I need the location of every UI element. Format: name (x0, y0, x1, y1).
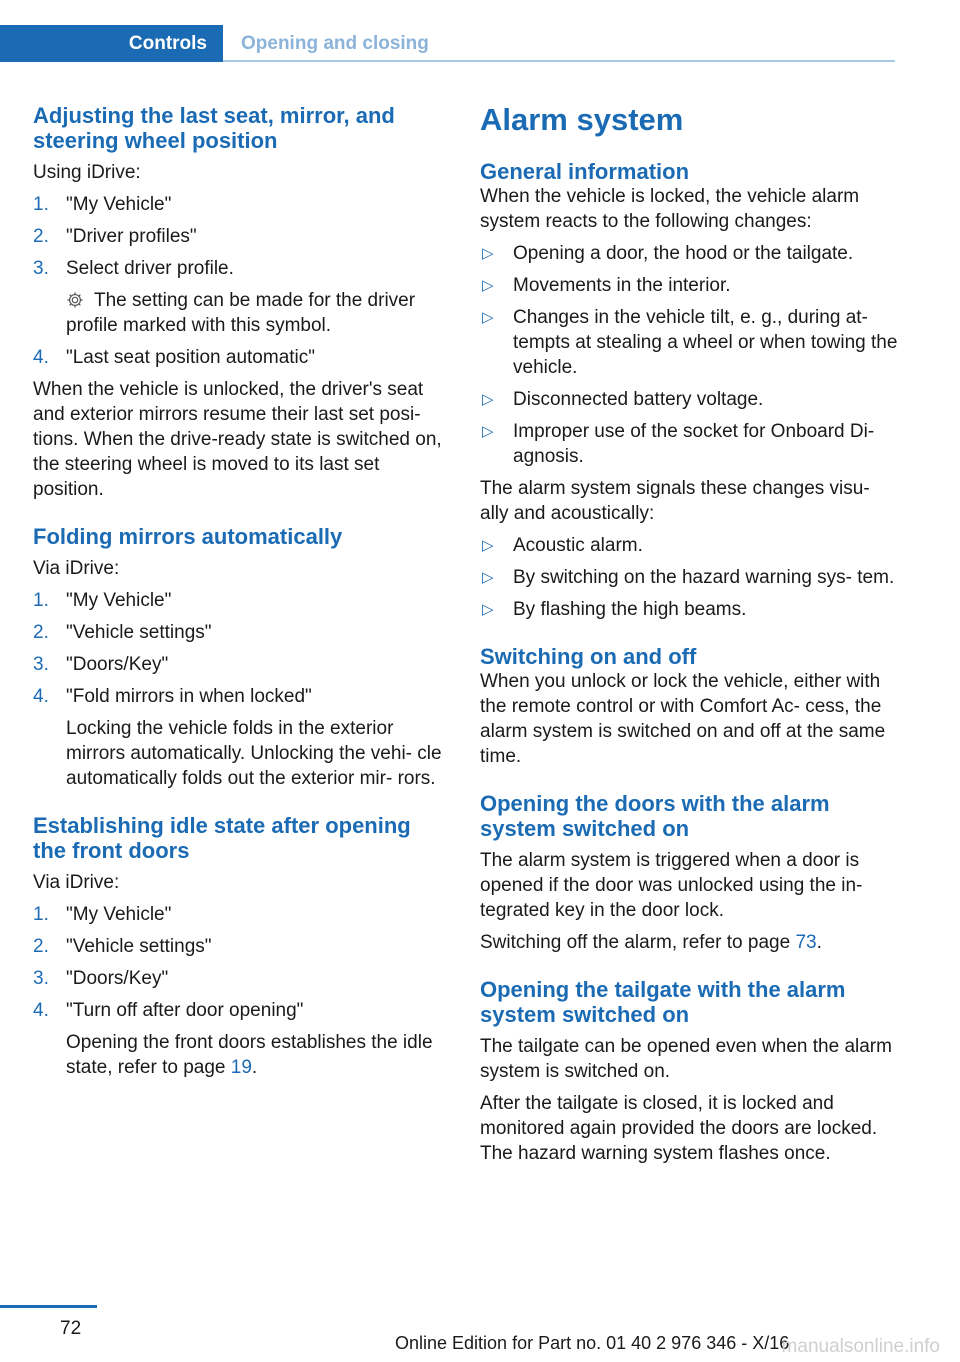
edition-text: Online Edition for Part no. 01 40 2 976 346 - X/16 (395, 1333, 790, 1353)
step-number: 2. (33, 936, 49, 957)
gear-note-text: The setting can be made for the driver profile marked with this symbol. (66, 290, 416, 336)
page-number: 72 (60, 1318, 82, 1339)
steps-list-last-seat (33, 192, 443, 370)
step-number: 3. (33, 258, 49, 279)
item-text: Opening a door, the hood or the tailgate. (513, 243, 854, 264)
list-item (33, 966, 443, 991)
section-tab-controls[interactable]: Controls (0, 25, 223, 62)
bullet-list-signals (480, 533, 900, 622)
bullet-list-changes (480, 241, 900, 469)
list-item (33, 684, 443, 791)
item-text: Disconnected battery voltage. (513, 389, 764, 410)
list-item (480, 273, 900, 298)
list-item (33, 192, 443, 217)
body-text: When the vehicle is locked, the vehicle alarm system reacts to the following changes: (480, 186, 860, 232)
step-number: 4. (33, 686, 49, 707)
step-number: 1. (33, 194, 49, 215)
heading-last-seat: Adjusting the last seat, mirror, and steering wheel position (33, 103, 395, 153)
heading-general-information: General information (480, 159, 690, 184)
list-item (33, 652, 443, 677)
list-item (480, 387, 900, 412)
triangle-bullet-icon: ▷ (482, 423, 494, 440)
step-number: 3. (33, 968, 49, 989)
page-header (0, 25, 895, 62)
list-item (33, 934, 443, 959)
heading-idle-state: Establishing idle state after opening the front doors (33, 813, 411, 863)
step-number: 3. (33, 654, 49, 675)
steps-list-folding-mirrors (33, 588, 443, 791)
step-number: 4. (33, 1000, 49, 1021)
item-text: Acoustic alarm. (513, 535, 643, 556)
step-text: "Vehicle settings" (66, 936, 212, 957)
item-text: By flashing the high beams. (513, 599, 747, 620)
ref-text: Switching off the alarm, refer to page (480, 932, 791, 953)
note-period: . (251, 1057, 258, 1078)
step-text: Select driver profile. (66, 258, 234, 279)
intro-text: Using iDrive: (33, 162, 141, 183)
list-item (480, 533, 900, 558)
item-text: By switching on the hazard warning sys‐ tem. (513, 567, 895, 588)
step-number: 2. (33, 622, 49, 643)
footer-rule (0, 1305, 97, 1308)
list-item (33, 224, 443, 249)
step-text: "My Vehicle" (66, 590, 172, 611)
heading-switching-on-off: Switching on and off (480, 644, 697, 669)
right-column (480, 103, 900, 1166)
list-item (480, 241, 900, 266)
list-item (33, 902, 443, 927)
step-number: 1. (33, 904, 49, 925)
body-text: When the vehicle is unlocked, the driver's seat and exterior mirrors resume their last set posi‐ tions. When the drive-ready state is switched on, the steering wheel is moved to its last set position. (33, 379, 442, 500)
item-text: Changes in the vehicle tilt, e. g., during at‐ tempts at stealing a wheel or when towing the vehicle. (513, 307, 898, 378)
step-text: "Doors/Key" (66, 654, 169, 675)
body-text: The alarm system is triggered when a door is opened if the door was unlocked using the in‐ tegrated key in the door lock. (480, 850, 863, 921)
page-link-19[interactable]: 19 (230, 1057, 252, 1078)
list-item (480, 305, 900, 380)
step-text: "Last seat position automatic" (66, 347, 316, 368)
triangle-bullet-icon: ▷ (482, 569, 494, 586)
step-text: "My Vehicle" (66, 904, 172, 925)
left-column (33, 103, 443, 1080)
list-item (480, 419, 900, 469)
list-item (33, 256, 443, 338)
triangle-bullet-icon: ▷ (482, 277, 494, 294)
triangle-bullet-icon: ▷ (482, 601, 494, 618)
step-text: "My Vehicle" (66, 194, 172, 215)
body-text: The alarm system signals these changes visu‐ ally and acoustically: (480, 478, 870, 524)
heading-opening-tailgate-alarm: Opening the tailgate with the alarm system switched on (480, 977, 846, 1027)
step-number: 2. (33, 226, 49, 247)
step-note (66, 288, 443, 338)
intro-text: Via iDrive: (33, 558, 120, 579)
list-item (480, 597, 900, 622)
header-rule (223, 60, 895, 62)
body-text: The tailgate can be opened even when the alarm system is switched on. (480, 1036, 892, 1082)
triangle-bullet-icon: ▷ (482, 245, 494, 262)
gear-icon (66, 291, 84, 309)
step-note (66, 1030, 443, 1080)
list-item (480, 565, 900, 590)
ref-period: . (816, 932, 822, 953)
list-item (33, 998, 443, 1080)
section-tab-opening-closing[interactable]: Opening and closing (241, 32, 429, 54)
note-text: Opening the front doors establishes the idle state, refer to page (66, 1032, 433, 1078)
step-number: 4. (33, 347, 49, 368)
heading-opening-doors-alarm: Opening the doors with the alarm system switched on (480, 791, 830, 841)
page-title: Alarm system (480, 102, 684, 137)
step-text: "Fold mirrors in when locked" (66, 686, 312, 707)
steps-list-idle-state (33, 902, 443, 1080)
item-text: Movements in the interior. (513, 275, 731, 296)
heading-folding-mirrors: Folding mirrors automatically (33, 524, 343, 549)
list-item (33, 345, 443, 370)
step-number: 1. (33, 590, 49, 611)
triangle-bullet-icon: ▷ (482, 537, 494, 554)
intro-text: Via iDrive: (33, 872, 120, 893)
triangle-bullet-icon: ▷ (482, 391, 494, 408)
step-text: "Doors/Key" (66, 968, 169, 989)
watermark: manualsonline.info (781, 1336, 940, 1357)
page-link-73[interactable]: 73 (795, 932, 817, 953)
list-item (33, 588, 443, 613)
step-text: "Vehicle settings" (66, 622, 212, 643)
body-text: After the tailgate is closed, it is locked and monitored again provided the doors are locked. The hazard warning system flashes once. (480, 1093, 878, 1164)
body-text: When you unlock or lock the vehicle, either with the remote control or with Comfort Ac‐ cess, the alarm system is switched on and off at the same time. (480, 671, 886, 767)
item-text: Improper use of the socket for Onboard Di‐ agnosis. (513, 421, 875, 467)
step-text: "Turn off after door opening" (66, 1000, 304, 1021)
step-note: Locking the vehicle folds in the exterior mirrors automatically. Unlocking the vehi‐ cle automatically folds out the exterior mir‐ rors. (66, 718, 442, 789)
list-item (33, 620, 443, 645)
triangle-bullet-icon: ▷ (482, 309, 494, 326)
reference-text (480, 930, 900, 955)
step-text: "Driver profiles" (66, 226, 197, 247)
